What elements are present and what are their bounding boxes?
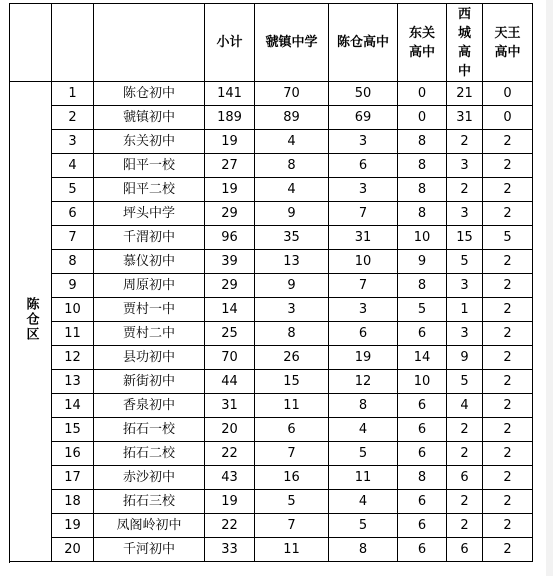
header-chencang-high: 陈仓高中 <box>329 4 398 82</box>
cell-chencang: 6 <box>329 154 398 178</box>
cell-school: 贾村二中 <box>94 322 205 346</box>
cell-dongguan: 0 <box>398 106 447 130</box>
cell-xicheng: 2 <box>447 178 483 202</box>
cell-tianwang: 2 <box>483 490 533 514</box>
cell-school: 千河初中 <box>94 538 205 562</box>
cell-school: 贾村一中 <box>94 298 205 322</box>
cell-tianwang: 2 <box>483 538 533 562</box>
cell-dongguan: 8 <box>398 130 447 154</box>
table-row <box>10 202 533 226</box>
cell-guozhen: 9 <box>255 274 329 298</box>
cell-xicheng: 5 <box>447 250 483 274</box>
cell-no: 17 <box>52 466 94 490</box>
cell-tianwang: 2 <box>483 466 533 490</box>
cell-no: 4 <box>52 154 94 178</box>
cell-school: 千渭初中 <box>94 226 205 250</box>
table-row <box>10 538 533 562</box>
cell-chencang: 3 <box>329 178 398 202</box>
cell-school: 慕仪初中 <box>94 250 205 274</box>
district-label: 陈仓区 <box>23 297 39 342</box>
cell-total: 19 <box>205 130 255 154</box>
cell-no: 12 <box>52 346 94 370</box>
cell-dongguan: 8 <box>398 466 447 490</box>
cell-guozhen: 26 <box>255 346 329 370</box>
cell-total: 19 <box>205 178 255 202</box>
cell-no: 16 <box>52 442 94 466</box>
cell-no: 19 <box>52 514 94 538</box>
cell-total: 22 <box>205 442 255 466</box>
cell-dongguan: 6 <box>398 322 447 346</box>
cell-xicheng: 21 <box>447 82 483 106</box>
cell-chencang: 50 <box>329 82 398 106</box>
cell-xicheng: 3 <box>447 202 483 226</box>
cell-school: 拓石二校 <box>94 442 205 466</box>
table-row <box>10 178 533 202</box>
cell-xicheng: 2 <box>447 490 483 514</box>
cell-no: 14 <box>52 394 94 418</box>
cell-xicheng: 15 <box>447 226 483 250</box>
cell-tianwang: 2 <box>483 514 533 538</box>
table-row <box>10 514 533 538</box>
header-dongguan-high: 东关 高中 <box>398 4 447 82</box>
cell-total: 31 <box>205 394 255 418</box>
cell-xicheng: 31 <box>447 106 483 130</box>
cell-total: 189 <box>205 106 255 130</box>
cell-dongguan: 9 <box>398 250 447 274</box>
cell-chencang: 31 <box>329 226 398 250</box>
cell-school: 阳平一校 <box>94 154 205 178</box>
cell-guozhen: 8 <box>255 322 329 346</box>
cell-school: 凤阁岭初中 <box>94 514 205 538</box>
cell-school: 周原初中 <box>94 274 205 298</box>
table-row <box>10 490 533 514</box>
table-row <box>10 226 533 250</box>
cell-total: 25 <box>205 322 255 346</box>
cell-total: 70 <box>205 346 255 370</box>
cell-no: 9 <box>52 274 94 298</box>
cell-tianwang: 2 <box>483 130 533 154</box>
cell-chencang: 19 <box>329 346 398 370</box>
cell-xicheng: 2 <box>447 514 483 538</box>
cell-guozhen: 11 <box>255 394 329 418</box>
cell-xicheng: 4 <box>447 394 483 418</box>
cell-total: 141 <box>205 82 255 106</box>
cell-guozhen: 16 <box>255 466 329 490</box>
cell-tianwang: 5 <box>483 226 533 250</box>
cell-school: 新街初中 <box>94 370 205 394</box>
cell-total: 22 <box>205 514 255 538</box>
cell-tianwang: 2 <box>483 442 533 466</box>
cell-chencang: 5 <box>329 442 398 466</box>
table-row <box>10 346 533 370</box>
cell-school: 拓石三校 <box>94 490 205 514</box>
cell-school: 赤沙初中 <box>94 466 205 490</box>
cell-chencang: 3 <box>329 298 398 322</box>
cell-guozhen: 4 <box>255 130 329 154</box>
district-cell <box>10 82 52 562</box>
cell-dongguan: 6 <box>398 514 447 538</box>
cell-no: 8 <box>52 250 94 274</box>
cell-xicheng: 3 <box>447 274 483 298</box>
cell-xicheng: 2 <box>447 130 483 154</box>
header-xicheng-high: 西 城 高 中 <box>447 4 483 82</box>
cell-total: 19 <box>205 490 255 514</box>
cell-tianwang: 2 <box>483 394 533 418</box>
table-row <box>10 154 533 178</box>
cell-school: 虢镇初中 <box>94 106 205 130</box>
cell-no: 18 <box>52 490 94 514</box>
cell-guozhen: 9 <box>255 202 329 226</box>
table-row <box>10 298 533 322</box>
table-row <box>10 322 533 346</box>
table-row <box>10 394 533 418</box>
cell-xicheng: 1 <box>447 298 483 322</box>
cell-school: 东关初中 <box>94 130 205 154</box>
cell-dongguan: 0 <box>398 82 447 106</box>
cell-tianwang: 0 <box>483 106 533 130</box>
cell-xicheng: 2 <box>447 442 483 466</box>
cell-chencang: 6 <box>329 322 398 346</box>
cell-total: 96 <box>205 226 255 250</box>
cell-dongguan: 10 <box>398 370 447 394</box>
right-gutter <box>546 0 553 576</box>
cell-guozhen: 3 <box>255 298 329 322</box>
cell-chencang: 5 <box>329 514 398 538</box>
header-row <box>10 4 533 82</box>
cell-tianwang: 2 <box>483 202 533 226</box>
cell-total: 39 <box>205 250 255 274</box>
cell-no: 3 <box>52 130 94 154</box>
cell-total: 14 <box>205 298 255 322</box>
cell-no: 13 <box>52 370 94 394</box>
cell-chencang: 7 <box>329 274 398 298</box>
cell-school: 香泉初中 <box>94 394 205 418</box>
cell-no: 15 <box>52 418 94 442</box>
cell-tianwang: 2 <box>483 250 533 274</box>
cell-tianwang: 2 <box>483 370 533 394</box>
cell-dongguan: 8 <box>398 154 447 178</box>
table-row <box>10 106 533 130</box>
cell-dongguan: 14 <box>398 346 447 370</box>
cell-no: 20 <box>52 538 94 562</box>
cell-guozhen: 8 <box>255 154 329 178</box>
cell-chencang: 4 <box>329 490 398 514</box>
cell-school: 阳平二校 <box>94 178 205 202</box>
table-row <box>10 274 533 298</box>
cell-guozhen: 7 <box>255 514 329 538</box>
cell-dongguan: 8 <box>398 274 447 298</box>
table-row <box>10 250 533 274</box>
cell-no: 7 <box>52 226 94 250</box>
cell-tianwang: 2 <box>483 154 533 178</box>
cell-no: 10 <box>52 298 94 322</box>
quota-table <box>9 3 533 562</box>
cell-total: 43 <box>205 466 255 490</box>
cell-tianwang: 2 <box>483 346 533 370</box>
cell-guozhen: 89 <box>255 106 329 130</box>
cell-chencang: 11 <box>329 466 398 490</box>
cell-dongguan: 6 <box>398 394 447 418</box>
header-district <box>10 4 52 82</box>
cell-tianwang: 0 <box>483 82 533 106</box>
cell-guozhen: 15 <box>255 370 329 394</box>
cell-guozhen: 35 <box>255 226 329 250</box>
cell-chencang: 8 <box>329 394 398 418</box>
cell-total: 44 <box>205 370 255 394</box>
table-row <box>10 370 533 394</box>
cell-no: 1 <box>52 82 94 106</box>
cell-xicheng: 6 <box>447 538 483 562</box>
cell-dongguan: 6 <box>398 538 447 562</box>
cell-tianwang: 2 <box>483 322 533 346</box>
cell-total: 27 <box>205 154 255 178</box>
cell-guozhen: 11 <box>255 538 329 562</box>
cell-tianwang: 2 <box>483 418 533 442</box>
table-row <box>10 130 533 154</box>
cell-no: 11 <box>52 322 94 346</box>
cell-no: 5 <box>52 178 94 202</box>
cell-total: 20 <box>205 418 255 442</box>
cell-xicheng: 5 <box>447 370 483 394</box>
table-row <box>10 442 533 466</box>
cell-total: 33 <box>205 538 255 562</box>
cell-no: 6 <box>52 202 94 226</box>
table-row <box>10 418 533 442</box>
cell-xicheng: 3 <box>447 322 483 346</box>
cell-chencang: 8 <box>329 538 398 562</box>
cell-xicheng: 9 <box>447 346 483 370</box>
cell-total: 29 <box>205 274 255 298</box>
cell-xicheng: 3 <box>447 154 483 178</box>
cell-dongguan: 8 <box>398 178 447 202</box>
cell-guozhen: 7 <box>255 442 329 466</box>
cell-school: 陈仓初中 <box>94 82 205 106</box>
cell-chencang: 3 <box>329 130 398 154</box>
cell-chencang: 4 <box>329 418 398 442</box>
header-guozhen-high: 虢镇中学 <box>255 4 329 82</box>
cell-guozhen: 6 <box>255 418 329 442</box>
table-row <box>10 466 533 490</box>
cell-xicheng: 2 <box>447 418 483 442</box>
cell-dongguan: 6 <box>398 442 447 466</box>
cell-xicheng: 6 <box>447 466 483 490</box>
cell-guozhen: 70 <box>255 82 329 106</box>
cell-dongguan: 6 <box>398 418 447 442</box>
header-index <box>52 4 94 82</box>
cell-school: 拓石一校 <box>94 418 205 442</box>
cell-school: 坪头中学 <box>94 202 205 226</box>
table-row <box>10 82 533 106</box>
cell-no: 2 <box>52 106 94 130</box>
header-tianwang-high: 天王 高中 <box>483 4 533 82</box>
cell-guozhen: 4 <box>255 178 329 202</box>
cell-school: 县功初中 <box>94 346 205 370</box>
cell-guozhen: 5 <box>255 490 329 514</box>
cell-chencang: 7 <box>329 202 398 226</box>
cell-tianwang: 2 <box>483 274 533 298</box>
cell-tianwang: 2 <box>483 298 533 322</box>
cell-chencang: 69 <box>329 106 398 130</box>
header-total: 小计 <box>205 4 255 82</box>
cell-total: 29 <box>205 202 255 226</box>
header-school <box>94 4 205 82</box>
cell-dongguan: 6 <box>398 490 447 514</box>
cell-dongguan: 5 <box>398 298 447 322</box>
cell-dongguan: 8 <box>398 202 447 226</box>
cell-tianwang: 2 <box>483 178 533 202</box>
cell-chencang: 12 <box>329 370 398 394</box>
cell-guozhen: 13 <box>255 250 329 274</box>
cell-chencang: 10 <box>329 250 398 274</box>
cell-dongguan: 10 <box>398 226 447 250</box>
